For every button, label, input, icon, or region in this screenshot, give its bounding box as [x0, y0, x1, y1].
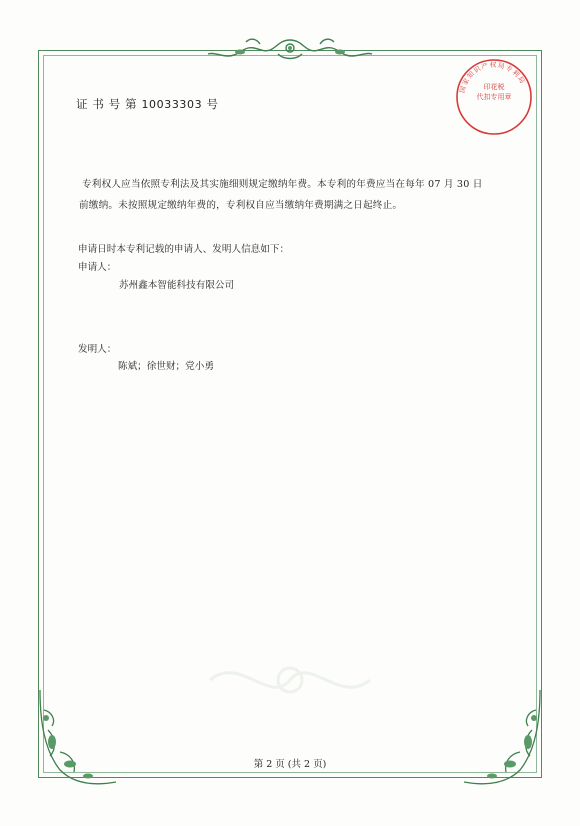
- corner-ornament-bottom-right: [460, 690, 550, 790]
- certificate-number: [76, 96, 219, 112]
- fee-notice-line1: 专利权人应当依照专利法及其实施细则规定缴纳年费。本专利的年费应当在每年 07 月 30 日: [82, 179, 483, 190]
- info-heading: 申请日时本专利记载的申请人、发明人信息如下：: [78, 244, 290, 255]
- seal-ring-text: 国家知识产权局专利局: [458, 60, 527, 94]
- applicant-label: 申请人：: [78, 262, 117, 273]
- corner-ornament-bottom-left: [30, 690, 120, 790]
- certificate-number-suffix: 号: [206, 97, 219, 111]
- fee-notice-line2: 前缴纳。未按照规定缴纳年费的，专利权自应当缴纳年费期满之日起终止。: [79, 200, 403, 211]
- certificate-number-label: 证 书 号 第: [76, 97, 138, 111]
- watermark-pattern: [190, 650, 390, 710]
- applicant-name: 苏州鑫本智能科技有限公司: [119, 280, 235, 291]
- seal-center-line2: 代扣专用章: [476, 93, 512, 101]
- inventor-label: 发明人：: [78, 344, 117, 355]
- seal-center-line1: 印花税: [483, 83, 505, 91]
- top-ornament: [200, 34, 380, 64]
- inventor-names: 陈斌；徐世财；党小勇: [118, 361, 214, 372]
- page-number: 第 2 页 (共 2 页): [253, 759, 327, 770]
- certificate-number-value: 10033303: [141, 98, 203, 111]
- fee-notice-paragraph: [76, 174, 526, 216]
